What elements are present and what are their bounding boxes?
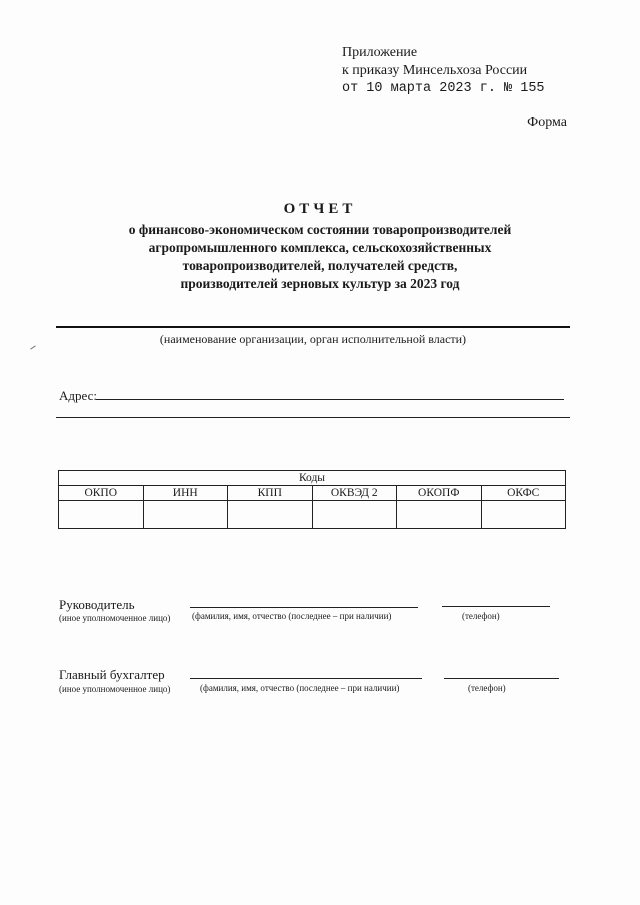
subtitle-line: производителей зерновых культур за 2023 год [180, 276, 460, 291]
head-name-caption: (фамилия, имя, отчество (последнее – при наличии) [192, 611, 392, 621]
head-name-line [190, 607, 418, 608]
organization-name-line [56, 326, 570, 328]
head-subtitle: (иное уполномоченное лицо) [59, 613, 171, 623]
codes-column-okpo: ОКПО [59, 486, 144, 501]
codes-value-okfs[interactable] [481, 501, 566, 529]
appendix-line-1: Приложение [342, 45, 418, 60]
address-line [96, 399, 564, 400]
codes-value-okopf[interactable] [397, 501, 482, 529]
accountant-phone-line [444, 678, 559, 679]
codes-table [58, 470, 566, 529]
head-phone-line [442, 606, 550, 607]
accountant-name-caption: (фамилия, имя, отчество (последнее – при наличии) [200, 683, 400, 693]
head-title: Руководитель [59, 597, 135, 612]
organization-caption: (наименование организации, орган исполнительной власти) [159, 332, 467, 346]
accountant-name-line [190, 678, 422, 679]
subtitle-line: агропромышленного комплекса, сельскохозяйственных [148, 240, 492, 255]
codes-column-okved2: ОКВЭД 2 [312, 486, 397, 501]
accountant-phone-caption: (телефон) [468, 683, 506, 693]
subtitle-line: о финансово-экономическом состоянии товаропроизводителей [128, 222, 512, 237]
codes-column-okopf: ОКОПФ [397, 486, 482, 501]
head-phone-caption: (телефон) [462, 611, 500, 621]
report-subtitle [60, 221, 580, 293]
appendix-line-3: от 10 марта 2023 г. № 155 [342, 81, 545, 96]
codes-value-kpp[interactable] [228, 501, 313, 529]
codes-column-inn: ИНН [143, 486, 228, 501]
report-title: ОТЧЕТ [283, 201, 357, 217]
codes-value-inn[interactable] [143, 501, 228, 529]
appendix-block [342, 44, 545, 98]
codes-header: Коды [59, 471, 566, 486]
accountant-subtitle: (иное уполномоченное лицо) [59, 684, 171, 694]
stray-mark [30, 345, 35, 349]
subtitle-line: товаропроизводителей, получателей средств, [182, 258, 458, 273]
codes-column-okfs: ОКФС [481, 486, 566, 501]
form-label: Форма [527, 115, 567, 130]
codes-column-kpp: КПП [228, 486, 313, 501]
codes-value-okpo[interactable] [59, 501, 144, 529]
accountant-title: Главный бухгалтер [59, 667, 165, 682]
address-label: Адрес: [59, 388, 97, 403]
appendix-line-2: к приказу Минсельхоза России [342, 63, 528, 78]
address-line-2 [56, 417, 570, 418]
codes-value-okved2[interactable] [312, 501, 397, 529]
